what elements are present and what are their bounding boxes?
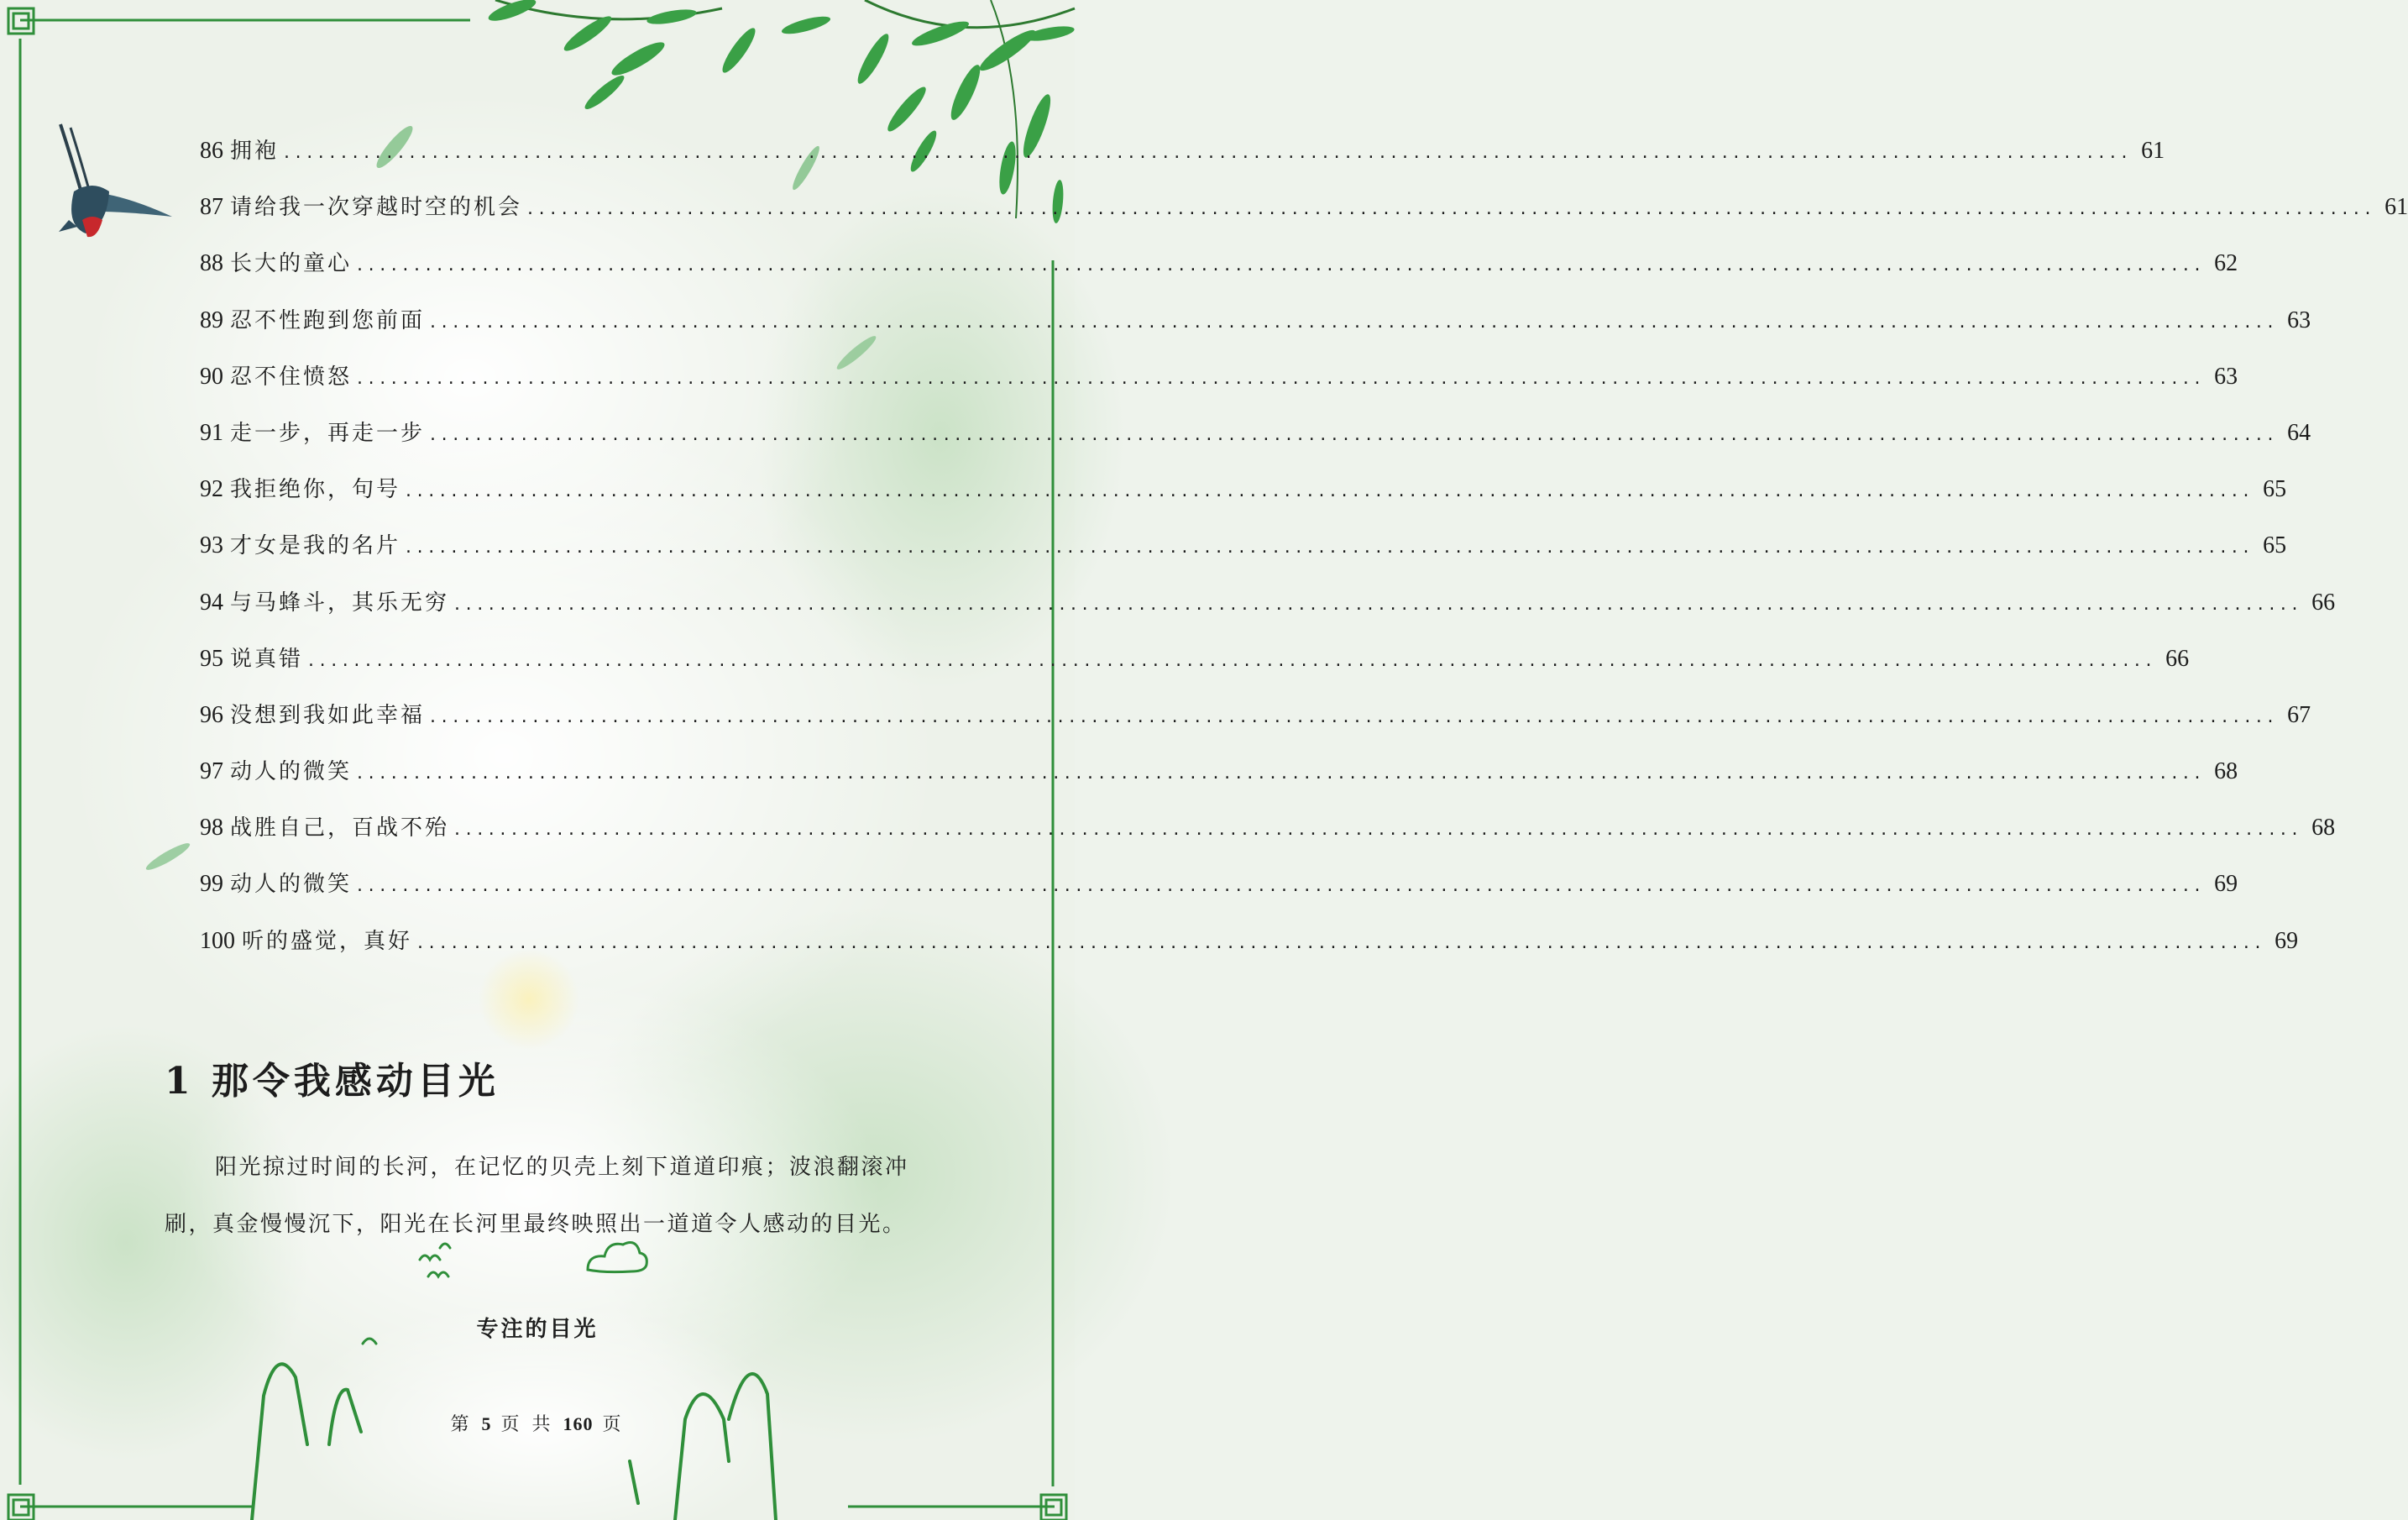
- toc-page-number: 66: [2165, 645, 2190, 672]
- toc-page-number: 67: [2287, 701, 2311, 728]
- toc-title: 没想到我如此幸福: [230, 702, 426, 728]
- toc-number: 100: [200, 927, 235, 954]
- toc-number: 97: [200, 758, 223, 785]
- toc-leader: ..................................................................................................................................................................: [430, 423, 2280, 445]
- toc-number: 86: [200, 138, 223, 164]
- footer-prefix: 第: [450, 1414, 473, 1435]
- toc-page-number: 61: [2141, 138, 2165, 164]
- total-pages: 160: [563, 1413, 594, 1434]
- toc-title: 听的盛觉，真好: [242, 928, 413, 954]
- toc-leader: ..................................................................................................................................................................: [357, 254, 2206, 276]
- page-footer: [0, 1409, 1075, 1440]
- toc-leader: ..................................................................................................................................................................: [308, 649, 2158, 671]
- toc-number: 98: [200, 815, 223, 841]
- toc-item[interactable]: [200, 473, 2287, 529]
- toc-number: 94: [200, 589, 223, 616]
- toc-title: 走一步，再走一步: [230, 420, 426, 446]
- toc-title: 与马蜂斗，其乐无穷: [230, 590, 450, 616]
- toc-item[interactable]: [200, 867, 2238, 924]
- toc-page-number: 69: [2214, 871, 2238, 898]
- footer-suffix: 页: [602, 1414, 625, 1435]
- toc-page-number: 64: [2287, 419, 2311, 446]
- toc-leader: ..................................................................................................................................................................: [357, 875, 2206, 897]
- toc-title: 忍不性跑到您前面: [230, 307, 426, 333]
- toc-title: 才女是我的名片: [230, 533, 401, 559]
- toc-item[interactable]: [200, 925, 2299, 981]
- toc-item[interactable]: [200, 642, 2190, 699]
- toc-title: 长大的童心: [230, 251, 353, 277]
- toc-page-number: 63: [2214, 363, 2238, 390]
- toc-page-number: 65: [2263, 476, 2287, 503]
- toc-leader: ..................................................................................................................................................................: [417, 931, 2267, 953]
- toc-page-number: 68: [2214, 758, 2238, 785]
- toc-number: 91: [200, 419, 223, 446]
- toc-page-number: 61: [2384, 194, 2408, 221]
- toc-title: 忍不住愤怒: [230, 364, 353, 390]
- toc-page-number: 66: [2311, 589, 2336, 616]
- toc-title: 战胜自己，百战不殆: [230, 815, 450, 841]
- section-heading: 1 那令我感动目光: [165, 1060, 500, 1103]
- toc-title: 动人的微笑: [230, 759, 353, 785]
- toc-title: 请给我一次穿越时空的机会: [230, 195, 523, 221]
- toc-number: 87: [200, 194, 223, 221]
- toc-number: 92: [200, 476, 223, 503]
- toc-item[interactable]: [200, 247, 2238, 303]
- toc-page-number: 68: [2311, 815, 2336, 841]
- toc-item[interactable]: [200, 134, 2165, 191]
- toc-number: 88: [200, 250, 223, 277]
- toc-title: 我拒绝你，句号: [230, 477, 401, 503]
- toc-item[interactable]: [200, 811, 2336, 867]
- toc-item[interactable]: [200, 755, 2238, 811]
- toc-page-number: 62: [2214, 250, 2238, 277]
- toc-number: 90: [200, 363, 223, 390]
- toc-item[interactable]: [200, 586, 2336, 642]
- toc-number: 95: [200, 645, 223, 672]
- toc-item[interactable]: [200, 191, 2408, 247]
- toc-leader: ..................................................................................................................................................................: [527, 198, 2377, 220]
- sub-heading: 专注的目光: [476, 1317, 599, 1342]
- toc-number: 89: [200, 307, 223, 333]
- toc-page-number: 65: [2263, 532, 2287, 559]
- toc-title: 动人的微笑: [230, 872, 353, 898]
- toc-item[interactable]: [200, 417, 2311, 473]
- toc-item[interactable]: [200, 304, 2311, 360]
- toc-item[interactable]: [200, 529, 2287, 585]
- toc-leader: ..................................................................................................................................................................: [454, 593, 2304, 615]
- table-of-contents: [200, 134, 2408, 981]
- toc-leader: ..................................................................................................................................................................: [406, 537, 2255, 558]
- toc-leader: ..................................................................................................................................................................: [406, 480, 2255, 502]
- toc-leader: ..................................................................................................................................................................: [284, 142, 2133, 163]
- toc-item[interactable]: [200, 699, 2311, 755]
- toc-leader: ..................................................................................................................................................................: [357, 763, 2206, 784]
- toc-number: 96: [200, 701, 223, 728]
- toc-page-number: 63: [2287, 307, 2311, 333]
- toc-leader: ..................................................................................................................................................................: [357, 367, 2206, 389]
- toc-page-number: 69: [2275, 927, 2299, 954]
- toc-item[interactable]: [200, 360, 2238, 417]
- current-page-number: 5: [481, 1413, 492, 1434]
- toc-number: 93: [200, 532, 223, 559]
- body-paragraph: 阳光掠过时间的长河，在记忆的贝壳上刻下道道印痕；波浪翻滚冲刷，真金慢慢沉下，阳光在长河里最终映照出一道道令人感动的目光。: [165, 1155, 909, 1237]
- toc-number: 99: [200, 871, 223, 898]
- toc-leader: ..................................................................................................................................................................: [430, 311, 2280, 333]
- toc-title: 拥袍: [230, 139, 280, 164]
- toc-title: 说真错: [230, 646, 304, 672]
- footer-middle: 页 共: [500, 1414, 554, 1435]
- toc-leader: ..................................................................................................................................................................: [430, 705, 2280, 727]
- toc-leader: ..................................................................................................................................................................: [454, 819, 2304, 841]
